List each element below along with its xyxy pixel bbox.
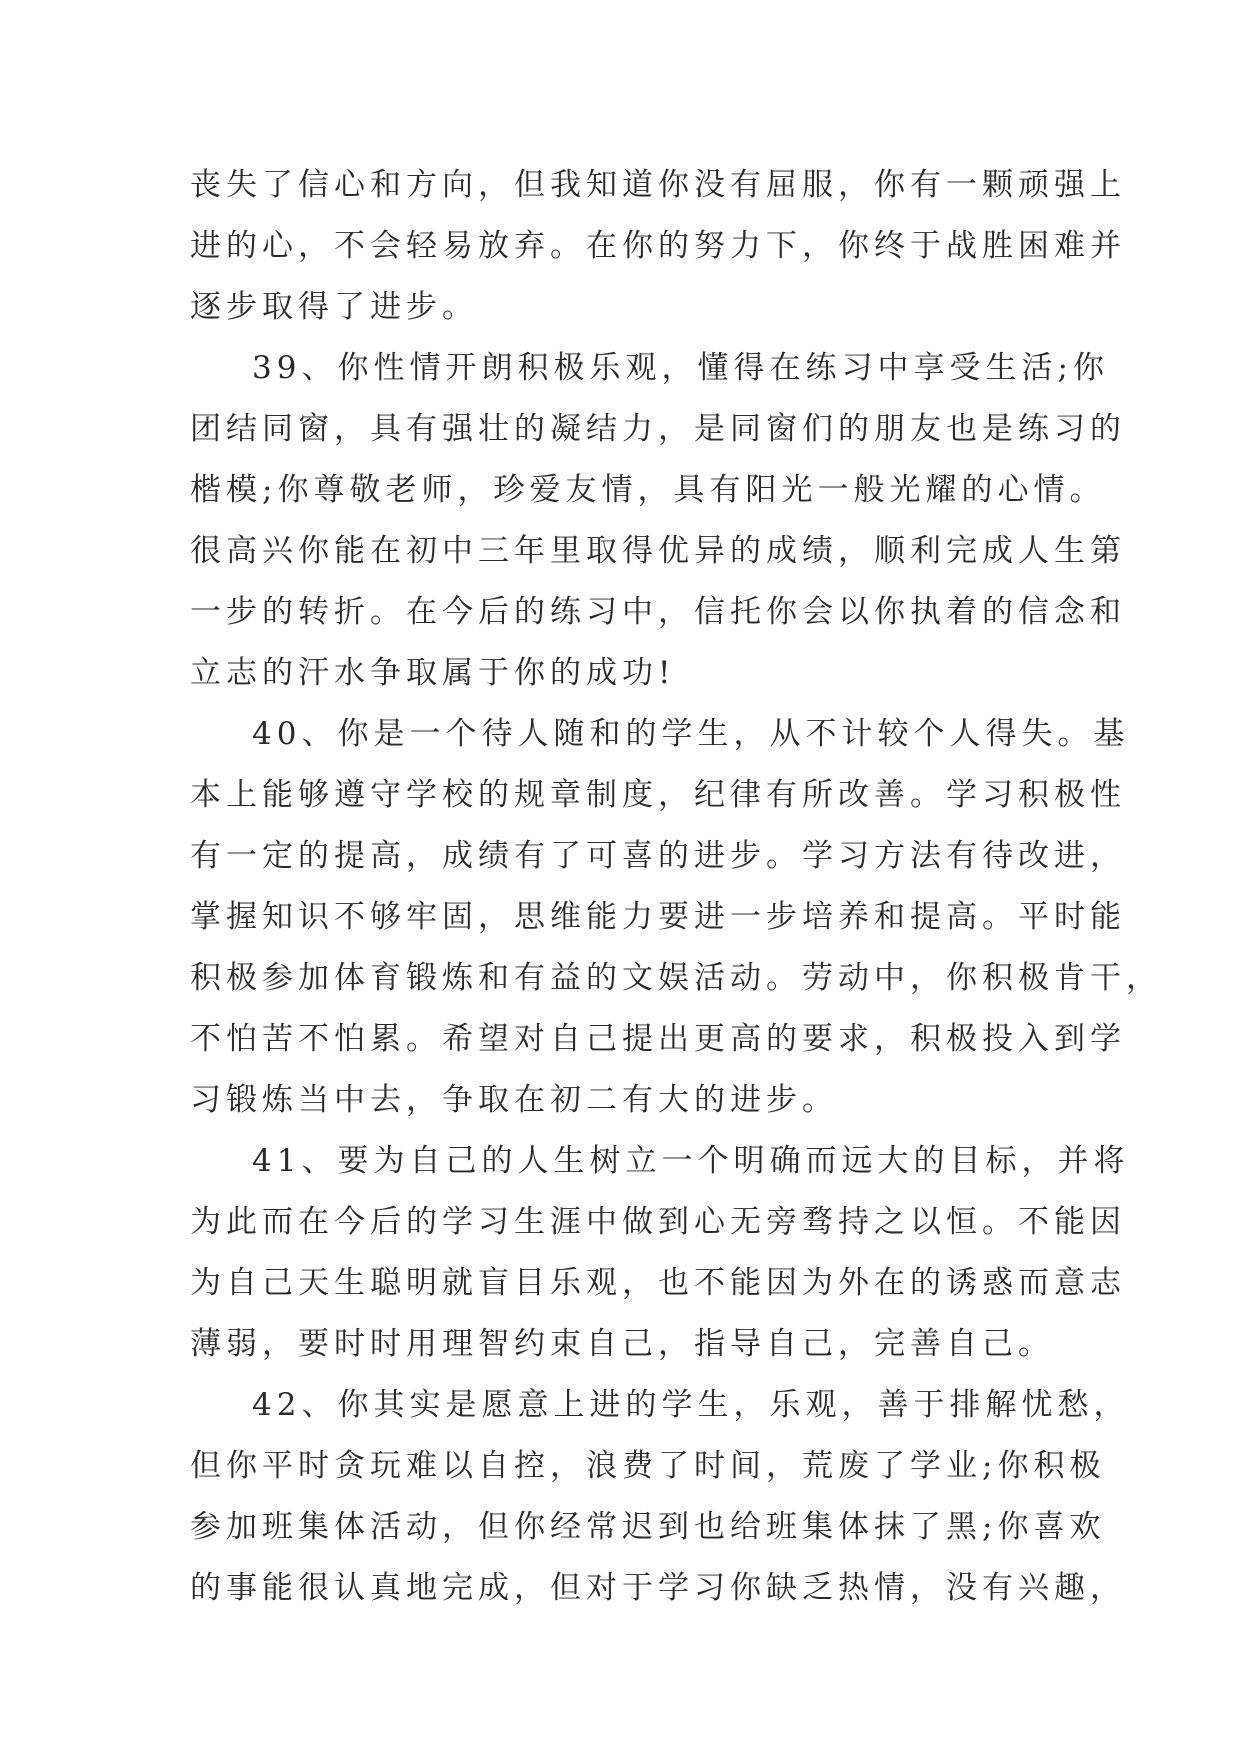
text-line: 为此而在今后的学习生涯中做到心无旁骛持之以恒。不能因 [190,1204,1126,1240]
text-line: 有一定的提高，成绩有了可喜的进步。学习方法有待改进， [190,838,1126,874]
text-line: 逐步取得了进步。 [190,289,478,325]
text-line: 为自己天生聪明就盲目乐观，也不能因为外在的诱惑而意志 [190,1265,1126,1301]
document-body [190,155,1162,1619]
text-line: 楷模;你尊敬老师，珍爱友情，具有阳光一般光耀的心情。 [190,472,1106,508]
text-line: 习锻炼当中去，争取在初二有大的进步。 [190,1082,838,1118]
text-line: 进的心，不会轻易放弃。在你的努力下，你终于战胜困难并 [190,228,1126,264]
text-line: 的事能很认真地完成，但对于学习你缺乏热情，没有兴趣， [190,1570,1126,1606]
text-line: 团结同窗，具有强壮的凝结力，是同窗们的朋友也是练习的 [190,411,1126,447]
text-line: 掌握知识不够牢固，思维能力要进一步培养和提高。平时能 [190,899,1126,935]
text-line: 丧失了信心和方向，但我知道你没有屈服，你有一颗顽强上 [190,167,1126,203]
text-line: 40、你是一个待人随和的学生，从不计较个人得失。基 [252,716,1130,752]
text-line: 42、你其实是愿意上进的学生，乐观，善于排解忧愁， [252,1387,1130,1423]
text-line: 本上能够遵守学校的规章制度，纪律有所改善。学习积极性 [190,777,1126,813]
text-line: 不怕苦不怕累。希望对自己提出更高的要求，积极投入到学 [190,1021,1126,1057]
text-line: 薄弱，要时时用理智约束自己，指导自己，完善自己。 [190,1326,1054,1362]
text-line: 很高兴你能在初中三年里取得优异的成绩，顺利完成人生第 [190,533,1126,569]
text-line: 立志的汗水争取属于你的成功! [190,655,676,691]
text-line: 但你平时贪玩难以自控，浪费了时间，荒废了学业;你积极 [190,1448,1106,1484]
text-line: 一步的转折。在今后的练习中，信托你会以你执着的信念和 [190,594,1126,630]
text-line: 39、你性情开朗积极乐观，懂得在练习中享受生活;你 [252,350,1109,386]
text-line: 积极参加体育锻炼和有益的文娱活动。劳动中，你积极肯干， [190,960,1162,996]
text-line: 41、要为自己的人生树立一个明确而远大的目标，并将 [252,1143,1130,1179]
text-line: 参加班集体活动，但你经常迟到也给班集体抹了黑;你喜欢 [190,1509,1106,1545]
